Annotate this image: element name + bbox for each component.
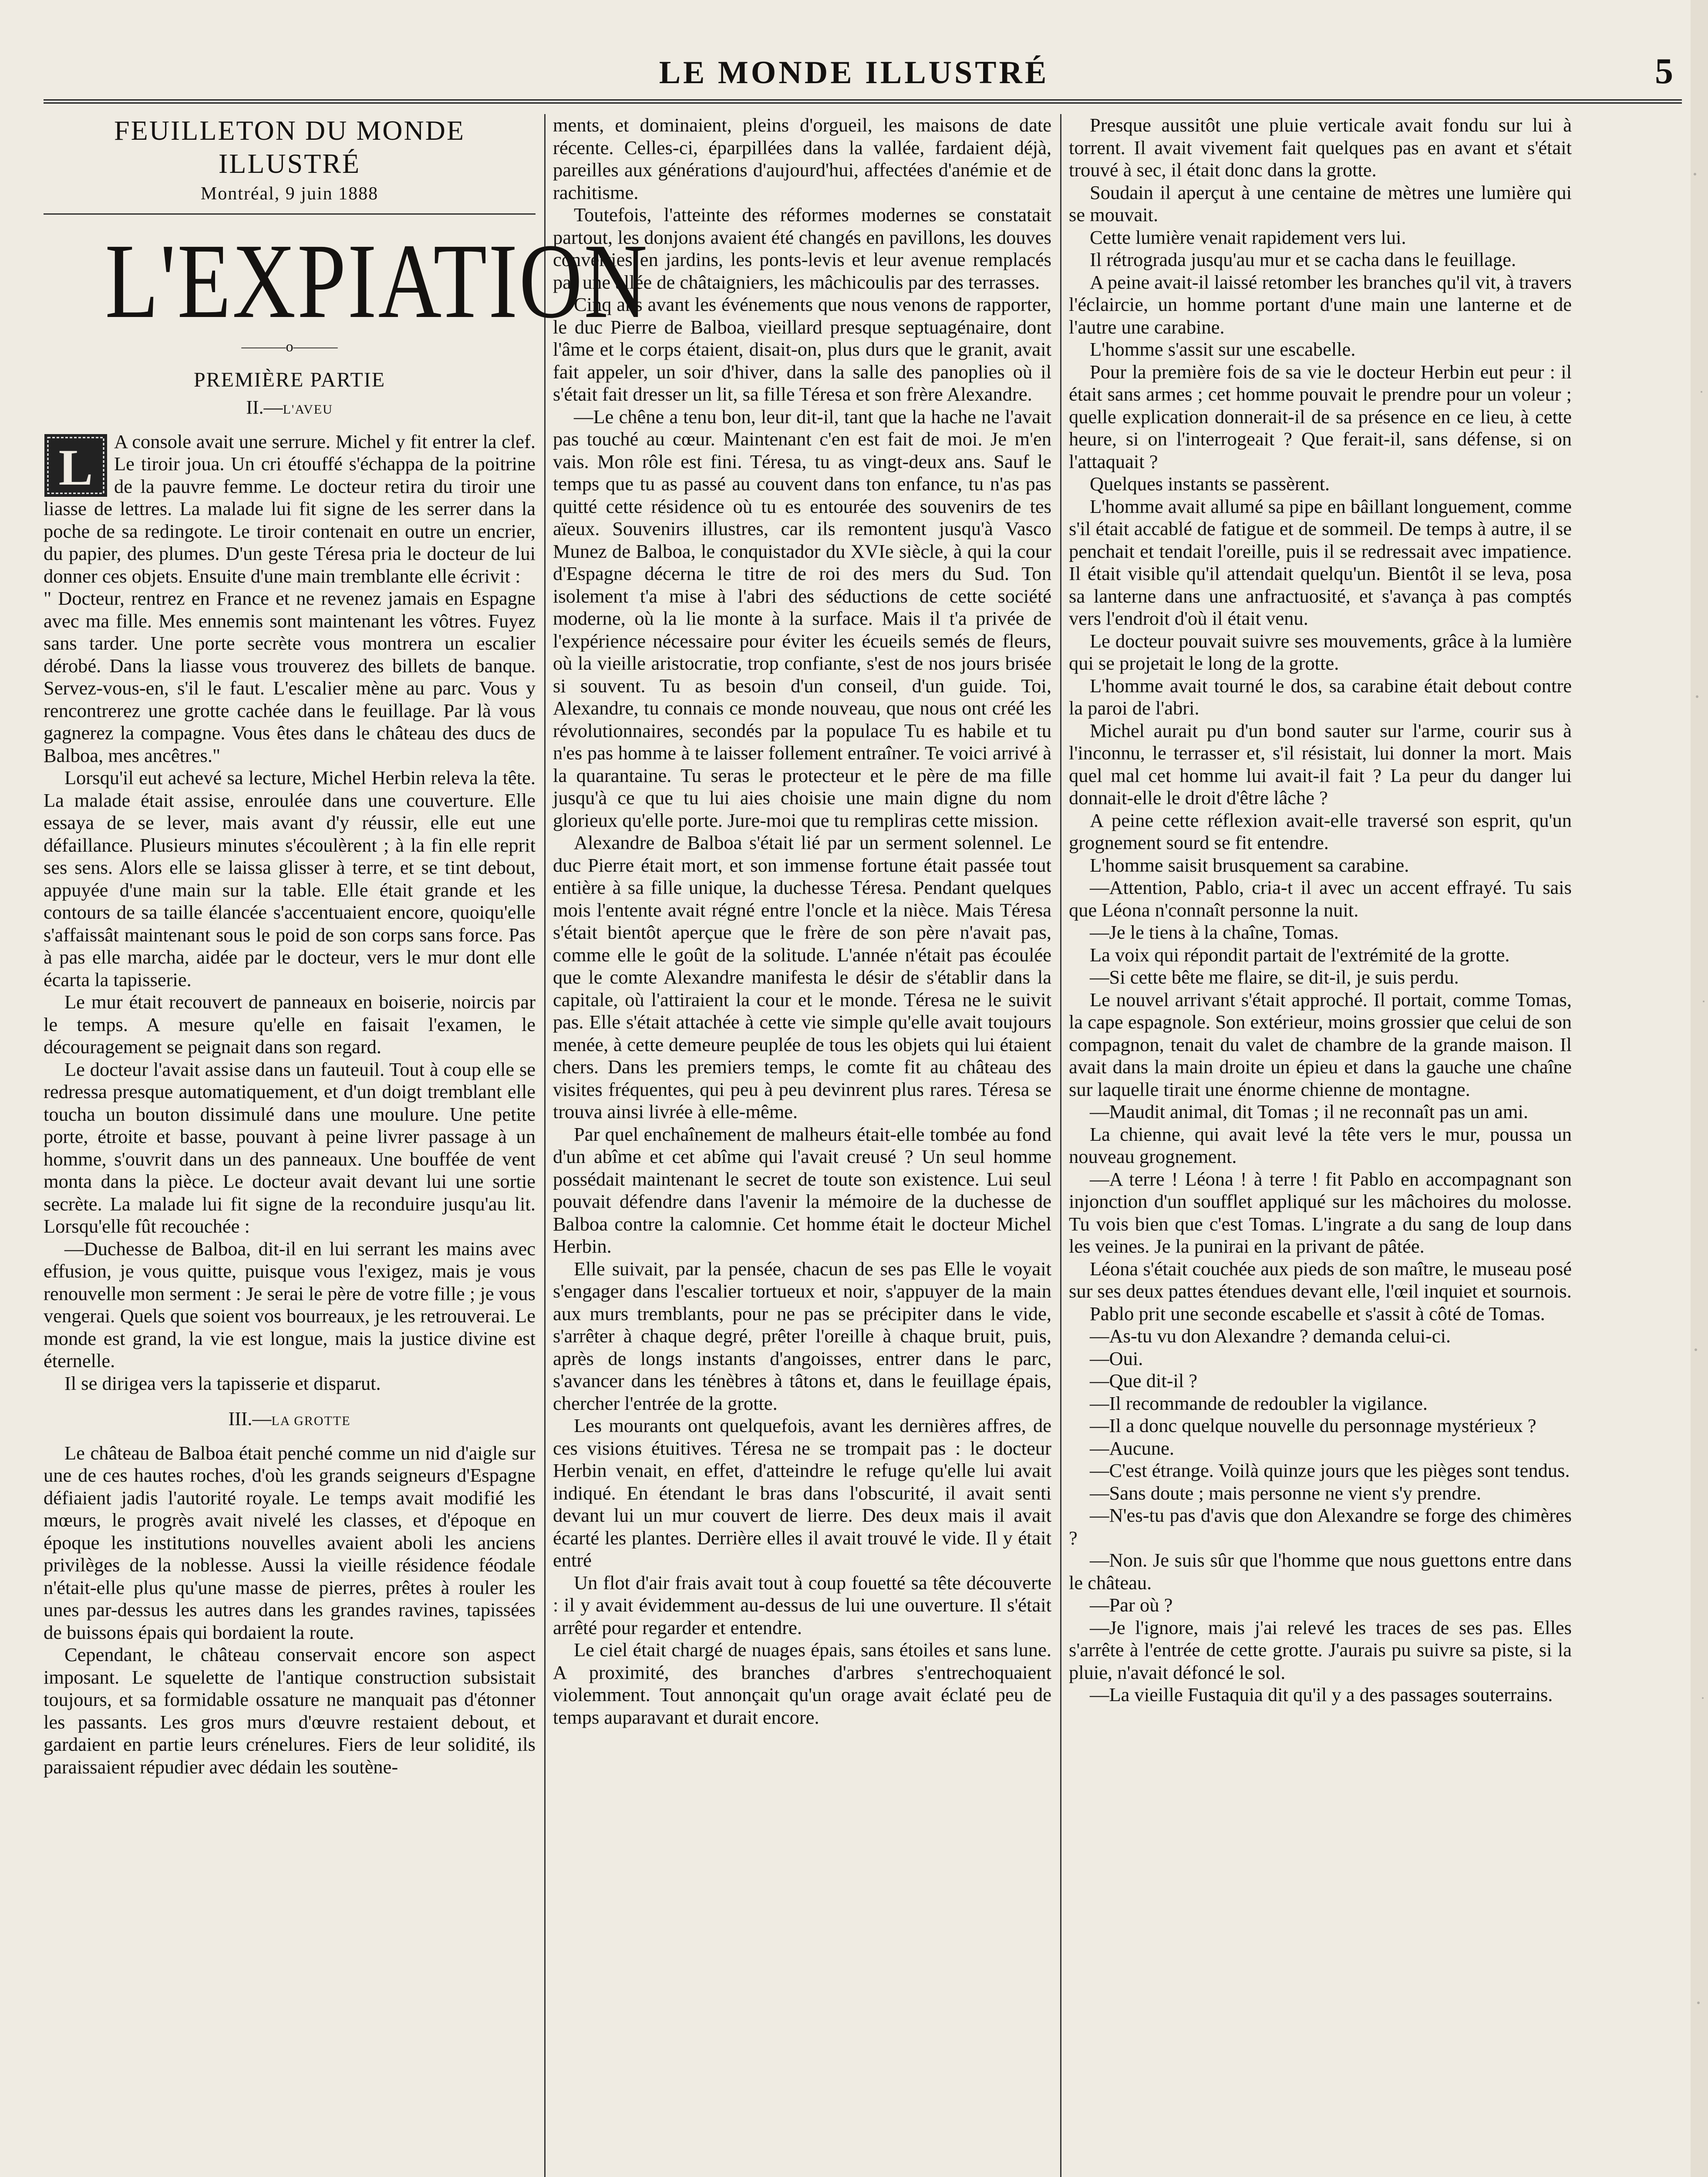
paragraph-text: A console avait une serrure. Michel y fit entrer la clef. Le tiroir joua. Un cri étouffé s'échappa de la poitrine de la pauvre femme. Le docteur retira du tiroir une liasse de lettres. La malade lui fit signe de les serrer dans la poche de sa redingote. Le tiroir contenait en outre un encrier, du papier, des plumes. D'un geste Téresa pria le docteur de lui donner ces objets. Ensuite d'une main tremblante elle écrivit : bbox=[44, 430, 536, 587]
paragraph: Le mur était recouvert de panneaux en boiserie, noircis par le temps. A mesure qu'elle en faisait l'examen, le découragement se peignait dans son regard. bbox=[44, 991, 536, 1058]
paragraph: —N'es-tu pas d'avis que don Alexandre se forge des chimères ? bbox=[1069, 1504, 1572, 1549]
paragraph: L'homme avait allumé sa pipe en bâillant longuement, comme s'il était accablé de fatigue et de sommeil. De temps à autre, il se penchait et tendait l'oreille, puis il se redressait avec impatience. Il était visible qu'il attendait quelqu'un. Bientôt il se leva, posa sa lanterne dans une anfractuosité, et s'avança à pas comptés vers l'endroit d'où il était venu. bbox=[1069, 495, 1572, 629]
paragraph: —As-tu vu don Alexandre ? demanda celui-ci. bbox=[1090, 1325, 1451, 1347]
paragraph: Par quel enchaînement de malheurs était-elle tombée au fond d'un abîme et cet abîme qui l'avait creusé ? Un seul homme possédait maintenant le secret de toute son existence. Lui seul pouvait défendre dans l'avenir la mémoire de la duchesse de Balboa contre la calomnie. Cet homme était le docteur Michel Herbin. bbox=[553, 1123, 1051, 1257]
newspaper-title: LE MONDE ILLUSTRÉ bbox=[659, 55, 1049, 91]
dropcap-letter: L bbox=[58, 438, 93, 496]
paragraph: —Je le tiens à la chaîne, Tomas. bbox=[1090, 921, 1339, 943]
paragraph: —Il a donc quelque nouvelle du personnage mystérieux ? bbox=[1090, 1415, 1536, 1436]
paragraph: La chienne, qui avait levé la tête vers le mur, poussa un nouveau grognement. bbox=[1069, 1123, 1572, 1167]
chapter-number: II.— bbox=[246, 397, 283, 418]
chapter-heading bbox=[44, 396, 536, 421]
paragraph: —Attention, Pablo, cria-t il avec un accent effrayé. Tu sais que Léona n'connaît personne la nuit. bbox=[1069, 876, 1572, 921]
paragraph: —Non. Je suis sûr que l'homme que nous guettons entre dans le château. bbox=[1069, 1549, 1572, 1594]
paragraph: Elle suivait, par la pensée, chacun de ses pas Elle le voyait s'engager dans l'escalier tortueux et noir, s'appuyer de la main aux murs tremblants, pour ne pas se précipiter dans le vide, s'arrêter à chaque degré, prêter l'oreille à chaque bruit, puis, après de longs instants d'angoisses, entrer dans le parc, s'avancer dans les ténèbres à tâtons et, dans le feuillage épais, chercher l'entrée de la grotte. bbox=[553, 1257, 1051, 1414]
paragraph: La voix qui répondit partait de l'extrémité de la grotte. bbox=[1090, 944, 1510, 966]
paragraph: Cependant, le château conservait encore son aspect imposant. Le squelette de l'antique construction subsistait toujours, et sa formidable ossature ne manquait pas d'étonner les passants. Les gros murs d'œuvre restaient debout, et gardaient en partie leurs crénelures. Fiers de leur solidité, ils paraissaient répudier avec dédain les soutène- bbox=[44, 1644, 536, 1778]
chapter-title: L'AVEU bbox=[283, 402, 333, 417]
column-divider bbox=[544, 114, 546, 2177]
paragraph bbox=[44, 431, 536, 588]
paragraph: —Duchesse de Balboa, dit-il en lui serrant les mains avec effusion, je vous quitte, puisque vous l'exigez, mais je vous renouvelle mon serment : Je serai le père de votre fille ; je vous vengerai. Quels que soient vos bourreaux, je les retrouverai. Le monde est grand, la vie est longue, mais la justice divine est éternelle. bbox=[44, 1237, 536, 1372]
column-2 bbox=[553, 114, 1051, 2177]
page-header bbox=[26, 46, 1682, 102]
ornament-divider: ———o——— bbox=[241, 338, 338, 355]
paragraph: —La vieille Fustaquia dit qu'il y a des passages souterrains. bbox=[1090, 1684, 1553, 1705]
paragraph: —Le chêne a tenu bon, leur dit-il, tant que la hache ne l'avait pas touché au cœur. Maintenant c'en est fait de moi. Je m'en vais. Mon rôle est fini. Téresa, tu as vingt-deux ans. Sauf le temps que tu as passé au couvent dans ton enfance, tu n'as pas quitté cette résidence où tu es entourée des souvenirs de tes aïeux. Souvenirs illustres, car ils remontent jusqu'à Vasco Munez de Balboa, le conquistador du XVIe siècle, à qui la cour d'Espagne décerna le titre de roi des mers du Sud. Ton isolement t'a mise à l'abri des séductions de cette société moderne, où la lie monte à la surface. Mais il t'a privée de l'expérience nécessaire pour éviter les écueils semés de fleurs, où la vieille aristocratie, trop confiante, s'est de nos jours brisée si souvent. Tu as besoin d'un conseil, d'un guide. Toi, Alexandre, tu connais ce monde nouveau, que nous ont créé les révolutionnaires, secondés par la populace Tu es habile et tu n'es pas homme à te laisser follement entraîner. Te voici arrivé à la quarantaine. Tu seras le protecteur et le père de ma fille jusqu'à ce que tu lui aies choisie une main digne du nom glorieux qu'elle porte. Jure-moi que tu rempliras cette mission. bbox=[553, 405, 1051, 831]
feuilleton-heading: FEUILLETON DU MONDE ILLUSTRÉ bbox=[114, 115, 465, 179]
story-title: L'EXPIATION bbox=[105, 222, 649, 340]
paragraph: Soudain il aperçut à une centaine de mètres une lumière qui se mouvait. bbox=[1069, 181, 1572, 226]
divider bbox=[44, 213, 536, 215]
paragraph: —Sans doute ; mais personne ne vient s'y prendre. bbox=[1090, 1482, 1482, 1504]
paragraph: Cinq ans avant les événements que nous venons de rapporter, le duc Pierre de Balboa, vieillard presque septuagénaire, dont l'âme et le corps étaient, disait-on, plus durs que le granit, avait fait appeler, un soir d'hiver, dans la salle des panoplies où il s'était fait dresser un lit, sa fille Téresa et son frère Alexandre. bbox=[553, 293, 1051, 405]
paragraph: —Aucune. bbox=[1090, 1437, 1175, 1459]
paragraph: —Oui. bbox=[1090, 1347, 1143, 1369]
paragraph: L'homme saisit brusquement sa carabine. bbox=[1090, 854, 1409, 876]
ornamental-dropcap bbox=[44, 433, 108, 498]
paragraph: Un flot d'air frais avait tout à coup fouetté sa tête découverte : il y avait évidemment au-dessus de lui une ouverture. Il s'était arrêté pour regarder et entendre. bbox=[553, 1571, 1051, 1638]
paragraph: L'homme s'assit sur une escabelle. bbox=[1090, 338, 1356, 360]
paragraph: Le nouvel arrivant s'était approché. Il portait, comme Tomas, la cape espagnole. Son extérieur, moins grossier que celui de son compagnon, tenait du valet de chambre de la grande maison. Il avait dans la main droite un épieu et dans la gauche une chaîne sur laquelle tirait une énorme chienne de montagne. bbox=[1069, 988, 1572, 1100]
paragraph: —A terre ! Léona ! à terre ! fit Pablo en accompagnant son injonction d'un soufflet appliqué sur les mâchoires du molosse. Tu vois bien que c'est Tomas. L'ingrate a du sang de loup dans les veines. Je la punirai en la privant de pâtée. bbox=[1069, 1168, 1572, 1257]
paragraph: —Si cette bête me flaire, se dit-il, je suis perdu. bbox=[1090, 966, 1459, 988]
paragraph: Le docteur pouvait suivre ses mouvements, grâce à la lumière qui se projetait le long de la grotte. bbox=[1069, 630, 1572, 674]
paragraph: Le château de Balboa était penché comme un nid d'aigle sur une de ces hautes roches, d'où les grands seigneurs d'Espagne défiaient jadis l'autorité royale. Le temps avait modifié les mœurs, le progrès avait nivelé les classes, et d'époque en époque les institutions nouvelles avaient aboli les anciens privilèges de la noblesse. Aussi la vieille résidence féodale n'était-elle plus qu'une masse de pierres, prêtes à rouler les unes par-dessus les autres dans les grandes ravines, tapissées de buissons épais qui bordaient la route. bbox=[44, 1442, 536, 1643]
column-divider bbox=[1060, 114, 1061, 2177]
paragraph: —Il recommande de redoubler la vigilance. bbox=[1090, 1392, 1428, 1414]
dateline: Montréal, 9 juin 1888 bbox=[200, 184, 379, 204]
paragraph: A peine avait-il laissé retomber les branches qu'il vit, à travers l'éclaircie, un homme portant d'une main une lanterne et de l'autre une carabine. bbox=[1069, 271, 1572, 338]
paragraph: Il rétrograda jusqu'au mur et se cacha dans le feuillage. bbox=[1090, 249, 1516, 270]
chapter-number: III.— bbox=[228, 1408, 272, 1429]
chapter-title: LA GROTTE bbox=[271, 1414, 351, 1428]
paragraph: —Que dit-il ? bbox=[1090, 1370, 1198, 1392]
paragraph: —Je l'ignore, mais j'ai relevé les traces de ses pas. Elles s'arrête à l'entrée de cette grotte. J'aurais pu suivre sa piste, si la pluie, n'avait défoncé le sol. bbox=[1069, 1616, 1572, 1683]
header-rule bbox=[44, 99, 1682, 104]
paragraph: Il se dirigea vers la tapisserie et disparut. bbox=[64, 1372, 381, 1394]
paragraph: —Maudit animal, dit Tomas ; il ne reconnaît pas un ami. bbox=[1090, 1101, 1529, 1122]
paragraph: " Docteur, rentrez en France et ne revenez jamais en Espagne avec ma fille. Mes ennemis sont maintenant les vôtres. Fuyez sans tarder. Une porte secrète vous montrera un escalier dérobé. Dans la liasse vous trouverez des billets de banque. Servez-vous-en, s'il le faut. L'escalier mène au parc. Vous y rencontrerez une grotte cachée dans le feuillage. Par là vous gagnerez la compagne. Vous êtes dans le château des ducs de Balboa, mes ancêtres." bbox=[44, 587, 536, 766]
paragraph: Léona s'était couchée aux pieds de son maître, le museau posé sur ses deux pattes étendues devant elle, l'œil inquiet et sournois. bbox=[1069, 1257, 1572, 1302]
paragraph: ments, et dominaient, pleins d'orgueil, les maisons de date récente. Celles-ci, éparpillées dans la vallée, fardaient déjà, pareilles aux générations d'aujourd'hui, affectées d'anémie et de rachitisme. bbox=[553, 114, 1051, 203]
paragraph: Le docteur l'avait assise dans un fauteuil. Tout à coup elle se redressa presque automatiquement, et d'un doigt tremblant elle toucha un bouton dissimulé dans une moulure. Une petite porte, étroite et basse, pouvant à peine livrer passage à un homme, s'ouvrit dans un des panneaux. Une bouffée de vent monta dans la pièce. Le docteur avait devant lui une sortie secrète. La malade lui fit signe de la reconduire jusqu'au lit. Lorsqu'elle fût recouchée : bbox=[44, 1058, 536, 1237]
paragraph: Le ciel était chargé de nuages épais, sans étoiles et sans lune. A proximité, des branches d'arbres s'entrechoquaient violemment. Tout annonçait qu'un orage avait éclaté peu de temps auparavant et durait encore. bbox=[553, 1639, 1051, 1728]
paragraph: Lorsqu'il eut achevé sa lecture, Michel Herbin releva la tête. La malade était assise, enroulée dans une couverture. Elle essaya de se lever, mais avant d'y réussir, elle eut une défaillance. Plusieurs minutes s'écoulèrent ; à la fin elle reprit ses sens. Alors elle se laissa glisser à terre, et se tint debout, appuyée d'une main sur la table. Elle était grande et les contours de sa taille élancée s'accentuaient encore, quoiqu'elle s'affaissât maintenant sous le poid de son corps sans force. Pas à pas elle marcha, aidée par le docteur, vers le mur dont elle écarta la tapisserie. bbox=[44, 767, 536, 991]
paragraph: L'homme avait tourné le dos, sa carabine était debout contre la paroi de l'abri. bbox=[1069, 674, 1572, 719]
chapter-heading bbox=[44, 1408, 536, 1432]
paragraph: A peine cette réflexion avait-elle traversé son esprit, qu'un grognement sourd se fit entendre. bbox=[1069, 809, 1572, 853]
paragraph: Pablo prit une seconde escabelle et s'assit à côté de Tomas. bbox=[1090, 1302, 1545, 1324]
paper-edge-speckle bbox=[1664, 0, 1708, 2177]
paragraph: —C'est étrange. Voilà quinze jours que les pièges sont tendus. bbox=[1090, 1459, 1570, 1481]
paragraph: Presque aussitôt une pluie verticale avait fondu sur lui à torrent. Il avait vivement fait quelques pas en avant et s'était trouvé à sec, il était donc dans la grotte. bbox=[1069, 114, 1572, 181]
paragraph: Les mourants ont quelquefois, avant les dernières affres, de ces visions étuitives. Téresa ne se trompait pas : le docteur Herbin venait, en effet, d'atteindre le refuge qu'elle lui avait indiqué. En étendant le bras dans l'obscurité, il avait senti devant lui un mur couvert de lierre. Des deux mais il avait écarté les plantes. Derrière elles il avait trouvé le vide. Il y était entré bbox=[553, 1415, 1051, 1571]
paragraph: —Par où ? bbox=[1090, 1594, 1173, 1616]
column-1 bbox=[44, 114, 649, 2177]
part-heading: PREMIÈRE PARTIE bbox=[193, 368, 386, 391]
paragraph: Michel aurait pu d'un bond sauter sur l'arme, courir sus à l'inconnu, le terrasser et, s'il résistait, lui donner la mort. Mais quel mal cet homme lui avait-il fait ? La peur du danger lui donnait-elle le droit d'être lâche ? bbox=[1069, 719, 1572, 809]
paragraph: Toutefois, l'atteinte des réformes modernes se constatait partout, les donjons avaient été changés en pavillons, les douves converties en jardins, les ponts-levis et leur avenue remplacés par une allée de châtaigniers, les mâchicoulis par des terrasses. bbox=[553, 204, 1051, 293]
paragraph: Pour la première fois de sa vie le docteur Herbin eut peur : il était sans armes ; cet homme pouvait le prendre pour un voleur ; quelle explication donnerait-il de sa présence en ce lieu, à cette heure, si on l'interrogeait ? Que ferait-il, sans défense, si on l'attaquait ? bbox=[1069, 361, 1572, 472]
column-3 bbox=[1069, 114, 1572, 2177]
paragraph: Quelques instants se passèrent. bbox=[1090, 473, 1330, 495]
paragraph: Alexandre de Balboa s'était lié par un serment solennel. Le duc Pierre était mort, et son immense fortune était passée tout entière à sa fille unique, la duchesse Téresa. Pendant quelques mois l'entente avait régné entre l'oncle et la nièce. Mais Téresa s'était bientôt aperçue que le frère de son père n'avait pas, comme elle le goût de la solitude. L'année n'était pas écoulée que le comte Alexandre manifesta le désir de s'établir dans la capitale, où l'attiraient la cour et le monde. Téresa ne le suivit pas. Elle s'était attachée à cette vie simple qu'elle avait toujours menée, à cette demeure peuplée de tous les objets qui lui étaient chers. Dans les premiers temps, le comte fit au château des visites fréquentes, qui peu à peu devinrent plus rares. Téresa se trouva ainsi livrée à elle-même. bbox=[553, 832, 1051, 1122]
paragraph: Cette lumière venait rapidement vers lui. bbox=[1090, 226, 1406, 248]
page-number: 5 bbox=[1655, 51, 1673, 91]
